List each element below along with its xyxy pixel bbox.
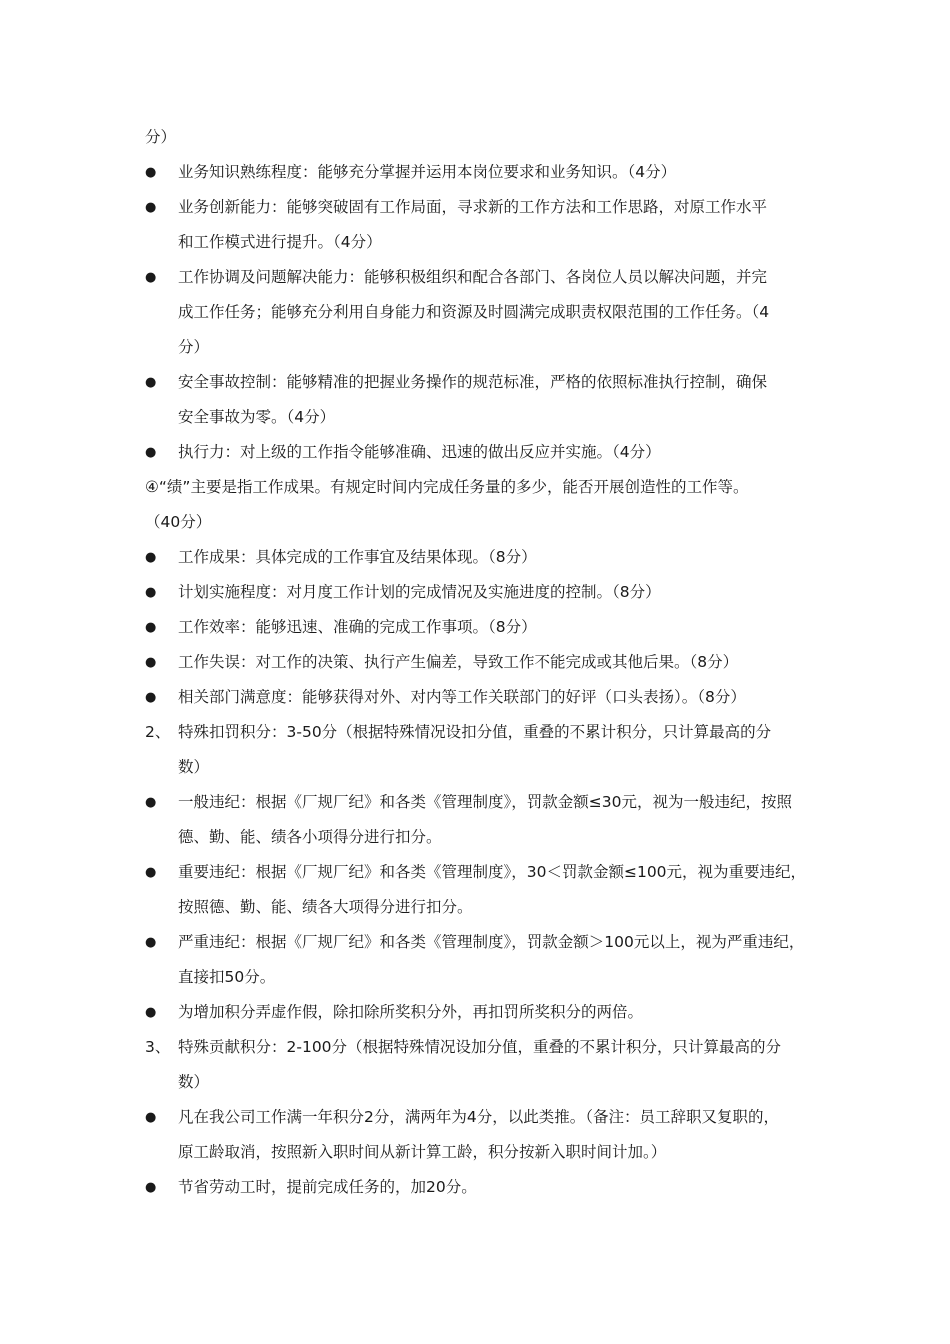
numbered-item — [145, 715, 810, 750]
item-number: 2、 — [145, 723, 171, 741]
continuation-line: 分） — [178, 338, 210, 356]
bullet-text: 工作成果：具体完成的工作事宜及结果体现。（8分） — [178, 548, 537, 566]
bullet-text: 安全事故控制：能够精准的把握业务操作的规范标准，严格的依照标准执行控制，确保 — [178, 373, 768, 391]
bullet-dot-icon: ● — [145, 795, 157, 810]
bullet-text: 计划实施程度：对月度工作计划的完成情况及实施进度的控制。（8分） — [178, 583, 661, 601]
continuation-line: 德、勤、能、绩各小项得分进行扣分。 — [178, 828, 442, 846]
bullet-dot-icon: ● — [145, 1180, 157, 1195]
bullet-item — [145, 1100, 810, 1135]
bullet-item — [145, 925, 810, 960]
bullet-item — [145, 995, 810, 1030]
bullet-text: 为增加积分弄虚作假，除扣除所奖积分外，再扣罚所奖积分的两倍。 — [178, 1003, 644, 1021]
paragraph-line: 分） — [145, 128, 177, 146]
bullet-text: 节省劳动工时，提前完成任务的，加20分。 — [178, 1178, 477, 1196]
bullet-dot-icon: ● — [145, 165, 157, 180]
bullet-dot-icon: ● — [145, 620, 157, 635]
bullet-text: 执行力：对上级的工作指令能够准确、迅速的做出反应并实施。（4分） — [178, 443, 661, 461]
bullet-text: 工作失误：对工作的决策、执行产生偏差，导致工作不能完成或其他后果。（8分） — [178, 653, 739, 671]
bullet-item — [145, 260, 810, 295]
continuation-line: 数） — [178, 758, 210, 776]
bullet-item — [145, 365, 810, 400]
document-body — [145, 120, 810, 1205]
bullet-text: 一般违纪：根据《厂规厂纪》和各类《管理制度》，罚款金额≤30元，视为一般违纪，按照 — [178, 793, 792, 811]
bullet-item — [145, 190, 810, 225]
bullet-text: 相关部门满意度：能够获得对外、对内等工作关联部门的好评（口头表扬）。（8分） — [178, 688, 746, 706]
bullet-text: 工作效率：能够迅速、准确的完成工作事项。（8分） — [178, 618, 537, 636]
bullet-item — [145, 1170, 810, 1205]
bullet-dot-icon: ● — [145, 1005, 157, 1020]
bullet-item — [145, 785, 810, 820]
bullet-item — [145, 610, 810, 645]
continuation-line: 数） — [178, 1073, 210, 1091]
bullet-item — [145, 645, 810, 680]
paragraph-line: ④“绩”主要是指工作成果。有规定时间内完成任务量的多少，能否开展创造性的工作等。 — [145, 478, 749, 496]
bullet-text: 重要违纪：根据《厂规厂纪》和各类《管理制度》，30＜罚款金额≤100元，视为重要违纪， — [178, 863, 807, 881]
continuation-line: 直接扣50分。 — [178, 968, 276, 986]
bullet-item — [145, 575, 810, 610]
bullet-dot-icon: ● — [145, 655, 157, 670]
bullet-dot-icon: ● — [145, 690, 157, 705]
bullet-dot-icon: ● — [145, 585, 157, 600]
paragraph-line: （40分） — [145, 513, 212, 531]
bullet-dot-icon: ● — [145, 550, 157, 565]
bullet-dot-icon: ● — [145, 935, 157, 950]
continuation-line: 按照德、勤、能、绩各大项得分进行扣分。 — [178, 898, 473, 916]
bullet-dot-icon: ● — [145, 1110, 157, 1125]
bullet-text: 业务创新能力：能够突破固有工作局面，寻求新的工作方法和工作思路，对原工作水平 — [178, 198, 768, 216]
continuation-line: 安全事故为零。（4分） — [178, 408, 336, 426]
item-text: 特殊扣罚积分：3-50分（根据特殊情况设扣分值，重叠的不累计积分，只计算最高的分 — [178, 723, 772, 741]
bullet-text: 工作协调及问题解决能力：能够积极组织和配合各部门、各岗位人员以解决问题，并完 — [178, 268, 768, 286]
item-number: 3、 — [145, 1038, 171, 1056]
bullet-item — [145, 680, 810, 715]
bullet-item — [145, 540, 810, 575]
bullet-dot-icon: ● — [145, 270, 157, 285]
numbered-item — [145, 1030, 810, 1065]
bullet-item — [145, 155, 810, 190]
bullet-item — [145, 855, 810, 890]
continuation-line: 成工作任务；能够充分利用自身能力和资源及时圆满完成职责权限范围的工作任务。（4 — [178, 303, 770, 321]
bullet-item — [145, 435, 810, 470]
bullet-text: 凡在我公司工作满一年积分2分，满两年为4分，以此类推。（备注：员工辞职又复职的， — [178, 1108, 779, 1126]
bullet-dot-icon: ● — [145, 200, 157, 215]
continuation-line: 和工作模式进行提升。（4分） — [178, 233, 382, 251]
bullet-dot-icon: ● — [145, 375, 157, 390]
continuation-line: 原工龄取消，按照新入职时间从新计算工龄，积分按新入职时间计加。） — [178, 1143, 667, 1161]
bullet-text: 严重违纪：根据《厂规厂纪》和各类《管理制度》，罚款金额＞100元以上，视为严重违纪， — [178, 933, 805, 951]
bullet-text: 业务知识熟练程度：能够充分掌握并运用本岗位要求和业务知识。（4分） — [178, 163, 677, 181]
item-text: 特殊贡献积分：2-100分（根据特殊情况设加分值，重叠的不累计积分，只计算最高的分 — [178, 1038, 782, 1056]
bullet-dot-icon: ● — [145, 865, 157, 880]
bullet-dot-icon: ● — [145, 445, 157, 460]
